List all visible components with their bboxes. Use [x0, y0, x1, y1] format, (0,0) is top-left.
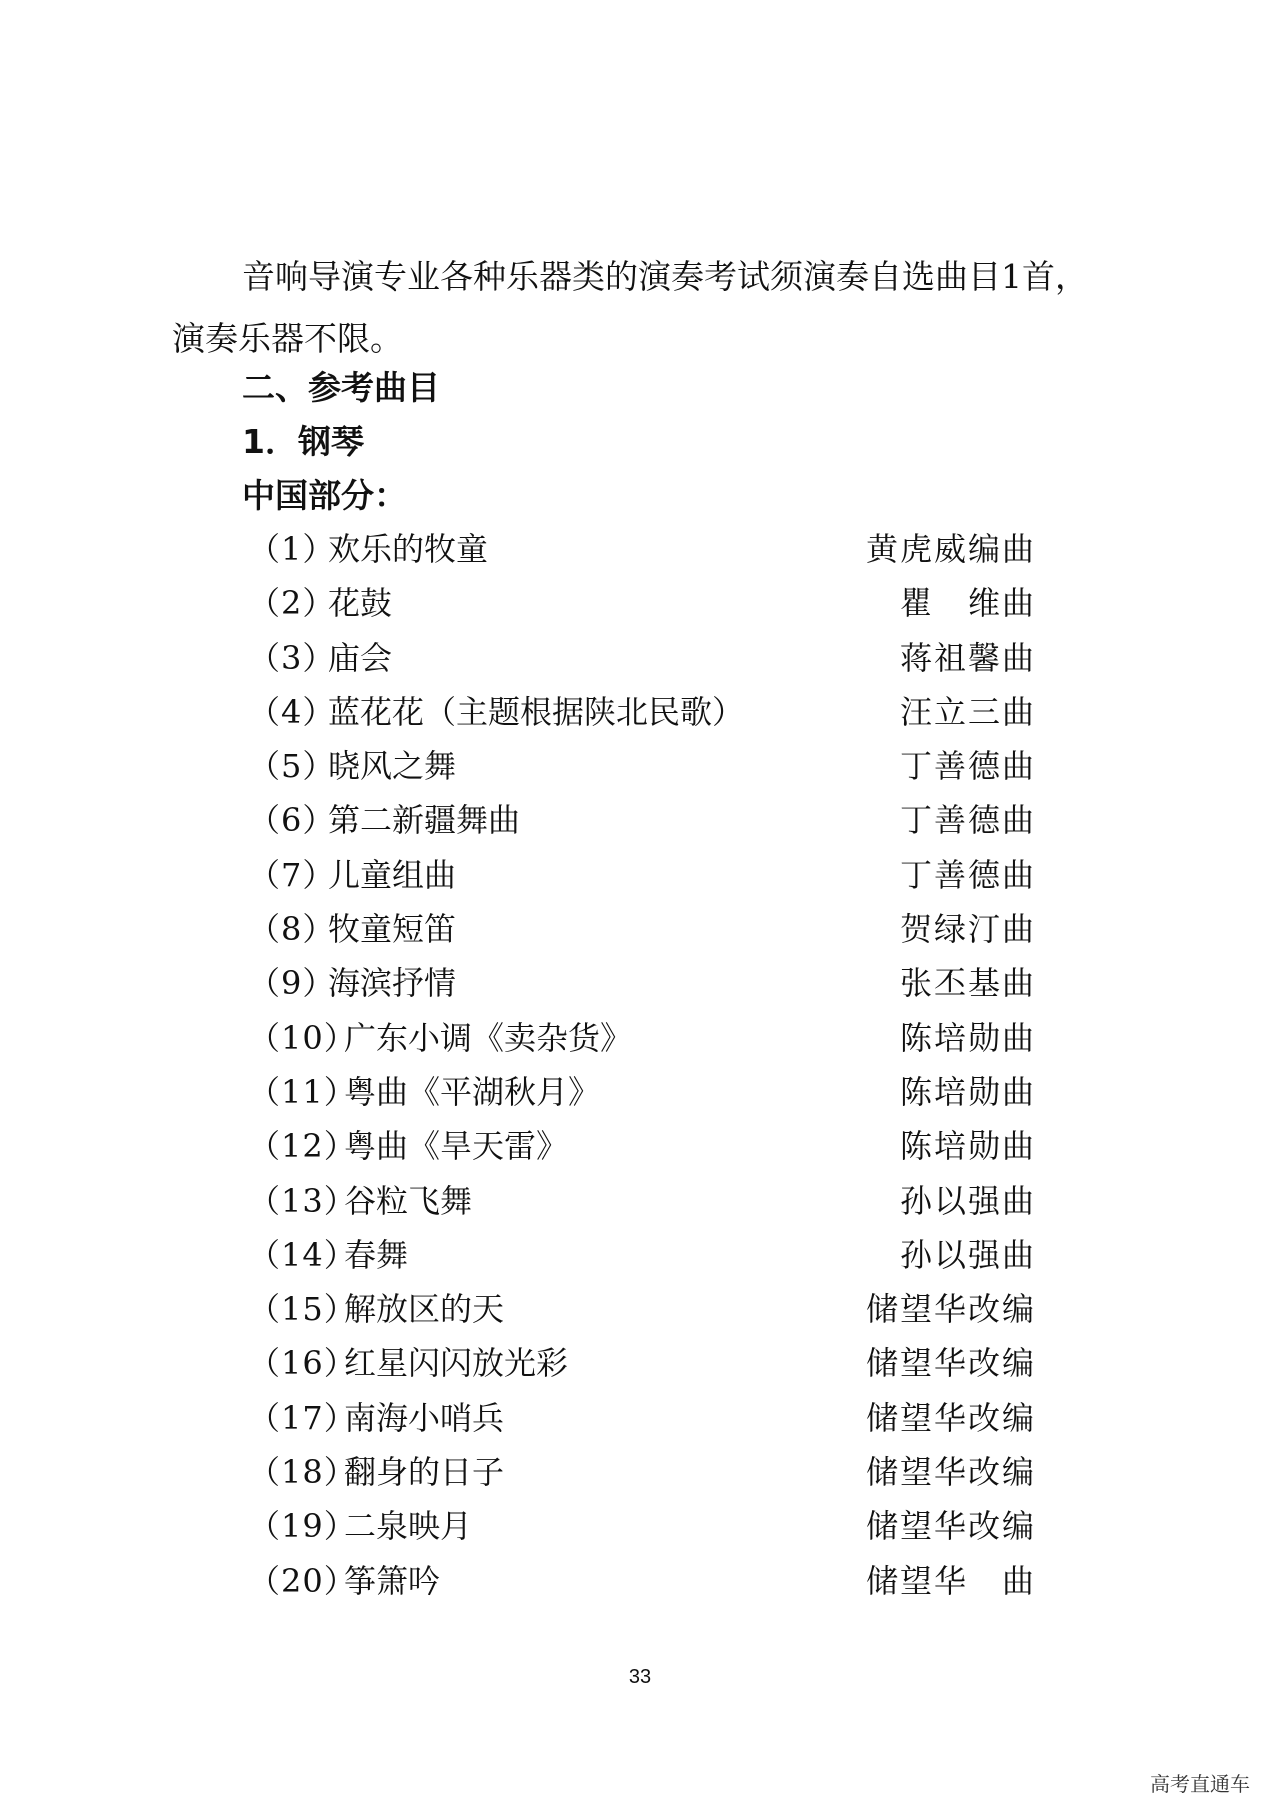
piece-number: （3）: [248, 638, 336, 677]
list-item: [0, 1113, 1280, 1167]
list-item: [0, 1168, 1280, 1222]
piece-title: 筝箫吟: [344, 1561, 441, 1600]
piece-composer: 陈培勋曲: [899, 1127, 1036, 1166]
list-item: [0, 1548, 1280, 1602]
piece-number: （11）: [248, 1072, 357, 1111]
piece-title: 南海小哨兵: [344, 1398, 505, 1437]
piece-title: 二泉映月: [344, 1507, 473, 1546]
piece-number: （15）: [248, 1290, 357, 1329]
list-item: [0, 679, 1280, 733]
piece-composer: 丁善德曲: [899, 747, 1036, 786]
piece-composer: 储望华改编: [865, 1398, 1036, 1437]
piece-number: （20）: [248, 1561, 357, 1600]
piece-number: （19）: [248, 1507, 357, 1546]
piece-number: （12）: [248, 1127, 357, 1166]
list-item: [0, 570, 1280, 624]
piece-composer: 贺绿汀曲: [899, 910, 1036, 949]
list-item: [0, 842, 1280, 896]
piece-title: 庙会: [328, 638, 393, 677]
piece-composer: 孙以强曲: [899, 1181, 1036, 1220]
piece-number: （2）: [248, 584, 336, 623]
piece-composer: 蒋祖馨曲: [899, 638, 1036, 677]
piece-composer: 张丕基曲: [899, 964, 1036, 1003]
page-number: 33: [628, 1666, 652, 1688]
piece-composer: 储望华 曲: [865, 1561, 1036, 1600]
piece-title: 第二新疆舞曲: [328, 801, 521, 840]
piece-title: 春舞: [344, 1235, 409, 1274]
piece-composer: 丁善德曲: [899, 801, 1036, 840]
list-item: [0, 1276, 1280, 1330]
piece-title: 蓝花花（主题根据陕北民歌）: [328, 692, 745, 731]
list-item: [0, 516, 1280, 570]
piece-number: （1）: [248, 530, 336, 568]
piece-list: [0, 516, 1280, 1602]
list-item: [0, 1005, 1280, 1059]
piece-composer: 黄虎威编曲: [865, 530, 1036, 568]
piece-number: （9）: [248, 964, 336, 1003]
piece-title: 解放区的天: [344, 1290, 505, 1329]
list-item: [0, 1385, 1280, 1439]
piece-number: （8）: [248, 910, 336, 949]
piece-title: 粤曲《旱天雷》: [344, 1127, 569, 1166]
piece-title: 儿童组曲: [328, 855, 457, 894]
list-item: [0, 950, 1280, 1004]
list-item: [0, 1493, 1280, 1547]
category-heading: 中国部分：: [242, 476, 407, 515]
piece-number: （7）: [248, 855, 336, 894]
section-heading: 二、参考曲目: [242, 368, 440, 407]
piece-title: 广东小调《卖杂货》: [344, 1018, 633, 1057]
piece-number: （18）: [248, 1453, 357, 1492]
piece-title: 海滨抒情: [328, 964, 457, 1003]
list-item: [0, 1439, 1280, 1493]
list-item: [0, 1330, 1280, 1384]
piece-number: （17）: [248, 1398, 357, 1437]
piece-number: （4）: [248, 692, 336, 731]
piece-title: 晓风之舞: [328, 747, 457, 786]
watermark: 高考直通车: [1150, 1772, 1250, 1796]
piece-composer: 陈培勋曲: [899, 1018, 1036, 1057]
piece-title: 谷粒飞舞: [344, 1181, 473, 1220]
piece-number: （13）: [248, 1181, 357, 1220]
piece-title: 欢乐的牧童: [328, 530, 489, 568]
piece-title: 翻身的日子: [344, 1453, 505, 1492]
piece-number: （5）: [248, 747, 336, 786]
list-item: [0, 1222, 1280, 1276]
piece-composer: 瞿 维曲: [899, 584, 1036, 623]
piece-composer: 陈培勋曲: [899, 1072, 1036, 1111]
list-item: [0, 733, 1280, 787]
list-item: [0, 1059, 1280, 1113]
piece-composer: 储望华改编: [865, 1344, 1036, 1383]
piece-title: 花鼓: [328, 584, 393, 623]
list-item: [0, 787, 1280, 841]
piece-number: （6）: [248, 801, 336, 840]
piece-composer: 丁善德曲: [899, 855, 1036, 894]
intro-line-2: 演奏乐器不限。: [172, 319, 403, 358]
piece-title: 粤曲《平湖秋月》: [344, 1072, 601, 1111]
piece-title: 红星闪闪放光彩: [344, 1344, 569, 1383]
piece-number: （14）: [248, 1235, 357, 1274]
list-item: [0, 625, 1280, 679]
piece-composer: 储望华改编: [865, 1290, 1036, 1329]
subsection-heading: 1．钢琴: [242, 422, 364, 461]
piece-title: 牧童短笛: [328, 910, 457, 949]
piece-composer: 孙以强曲: [899, 1235, 1036, 1274]
piece-number: （10）: [248, 1018, 357, 1057]
list-item: [0, 896, 1280, 950]
piece-composer: 储望华改编: [865, 1453, 1036, 1492]
intro-line-1: 音响导演专业各种乐器类的演奏考试须演奏自选曲目1首，: [242, 257, 1088, 296]
piece-number: （16）: [248, 1344, 357, 1383]
intro-paragraph: [172, 246, 1132, 370]
piece-composer: 汪立三曲: [899, 692, 1036, 731]
piece-composer: 储望华改编: [865, 1507, 1036, 1546]
